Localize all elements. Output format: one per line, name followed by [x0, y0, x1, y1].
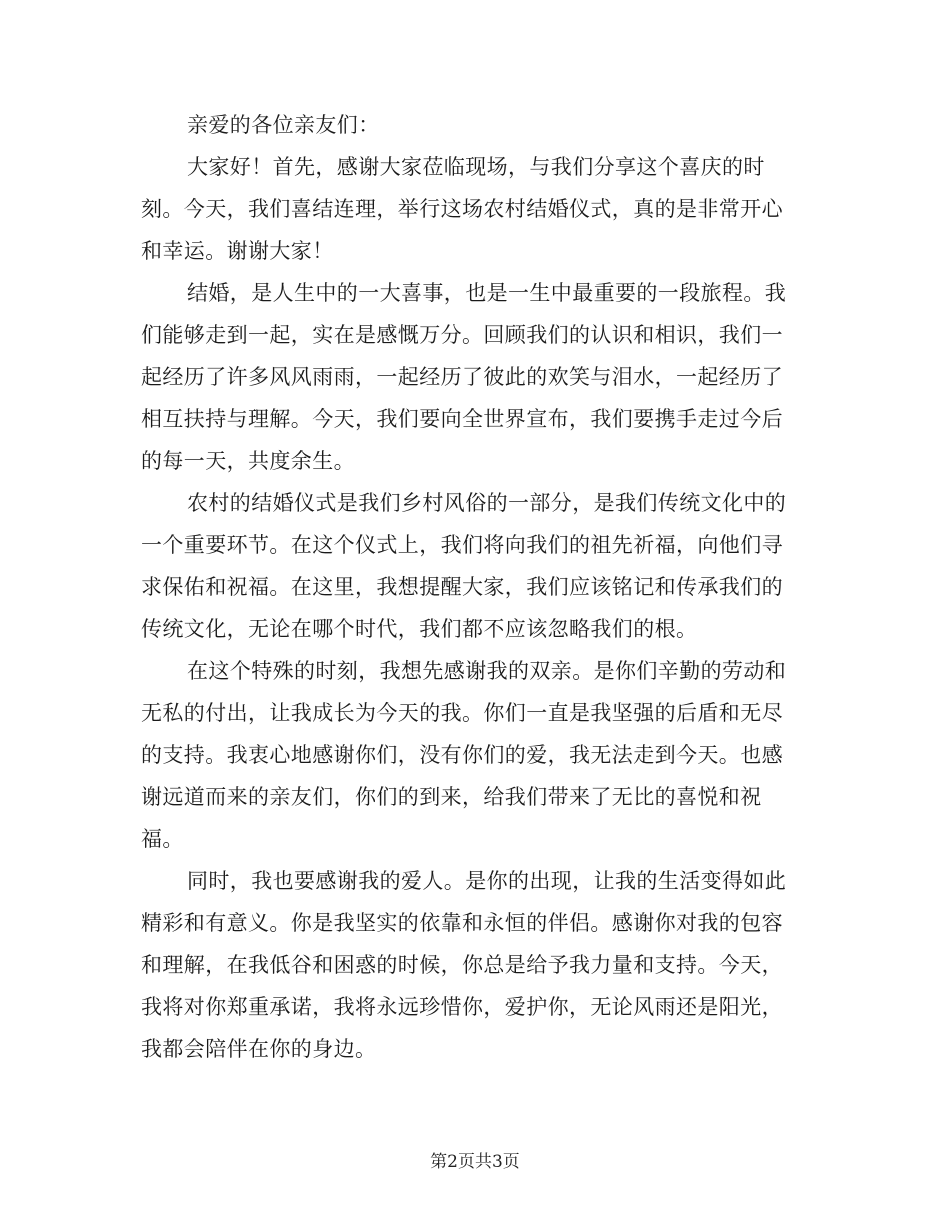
paragraph-4-line: 福。 — [141, 827, 184, 851]
paragraph-3-line: 农村的结婚仪式是我们乡村风俗的一部分，是我们传统文化中的 — [187, 491, 787, 515]
paragraph-5-line: 我都会陪伴在你的身边。 — [141, 1037, 377, 1061]
document-body — [141, 104, 809, 1070]
paragraph-3-line: 一个重要环节。在这个仪式上，我们将向我们的祖先祈福，向他们寻 — [141, 533, 783, 557]
page-number: 第2页共3页 — [430, 1152, 520, 1172]
paragraph-1-line: 刻。今天，我们喜结连理，举行这场农村结婚仪式，真的是非常开心 — [141, 197, 783, 221]
paragraph-3-line: 传统文化，无论在哪个时代，我们都不应该忽略我们的根。 — [141, 617, 698, 641]
paragraph-5-line: 我将对你郑重承诺，我将永远珍惜你，爱护你，无论风雨还是阳光， — [141, 995, 783, 1019]
paragraph-1-line: 和幸运。谢谢大家！ — [141, 239, 334, 263]
paragraph-2-line: 起经历了许多风风雨雨，一起经历了彼此的欢笑与泪水，一起经历了 — [141, 365, 783, 389]
salutation-line: 亲爱的各位亲友们： — [187, 113, 380, 137]
paragraph-4-line: 的支持。我衷心地感谢你们，没有你们的爱，我无法走到今天。也感 — [141, 743, 783, 767]
paragraph-2-line: 结婚，是人生中的一大喜事，也是一生中最重要的一段旅程。我 — [187, 281, 787, 305]
paragraph-1-line: 大家好！首先，感谢大家莅临现场，与我们分享这个喜庆的时 — [187, 155, 765, 179]
paragraph-3-line: 求保佑和祝福。在这里，我想提醒大家，我们应该铭记和传承我们的 — [141, 575, 783, 599]
paragraph-2-line: 相互扶持与理解。今天，我们要向全世界宣布，我们要携手走过今后 — [141, 407, 783, 431]
paragraph-4-line: 在这个特殊的时刻，我想先感谢我的双亲。是你们辛勤的劳动和 — [187, 659, 787, 683]
paragraph-5-line: 同时，我也要感谢我的爱人。是你的出现，让我的生活变得如此 — [187, 869, 787, 893]
paragraph-2-line: 们能够走到一起，实在是感慨万分。回顾我们的认识和相识，我们一 — [141, 323, 783, 347]
paragraph-5-line: 精彩和有意义。你是我坚实的依靠和永恒的伴侣。感谢你对我的包容 — [141, 911, 783, 935]
paragraph-5-line: 和理解，在我低谷和困惑的时候，你总是给予我力量和支持。今天， — [141, 953, 783, 977]
paragraph-4-line: 谢远道而来的亲友们，你们的到来，给我们带来了无比的喜悦和祝 — [141, 785, 762, 809]
paragraph-2-line: 的每一天，共度余生。 — [141, 449, 355, 473]
paragraph-4-line: 无私的付出，让我成长为今天的我。你们一直是我坚强的后盾和无尽 — [141, 701, 783, 725]
